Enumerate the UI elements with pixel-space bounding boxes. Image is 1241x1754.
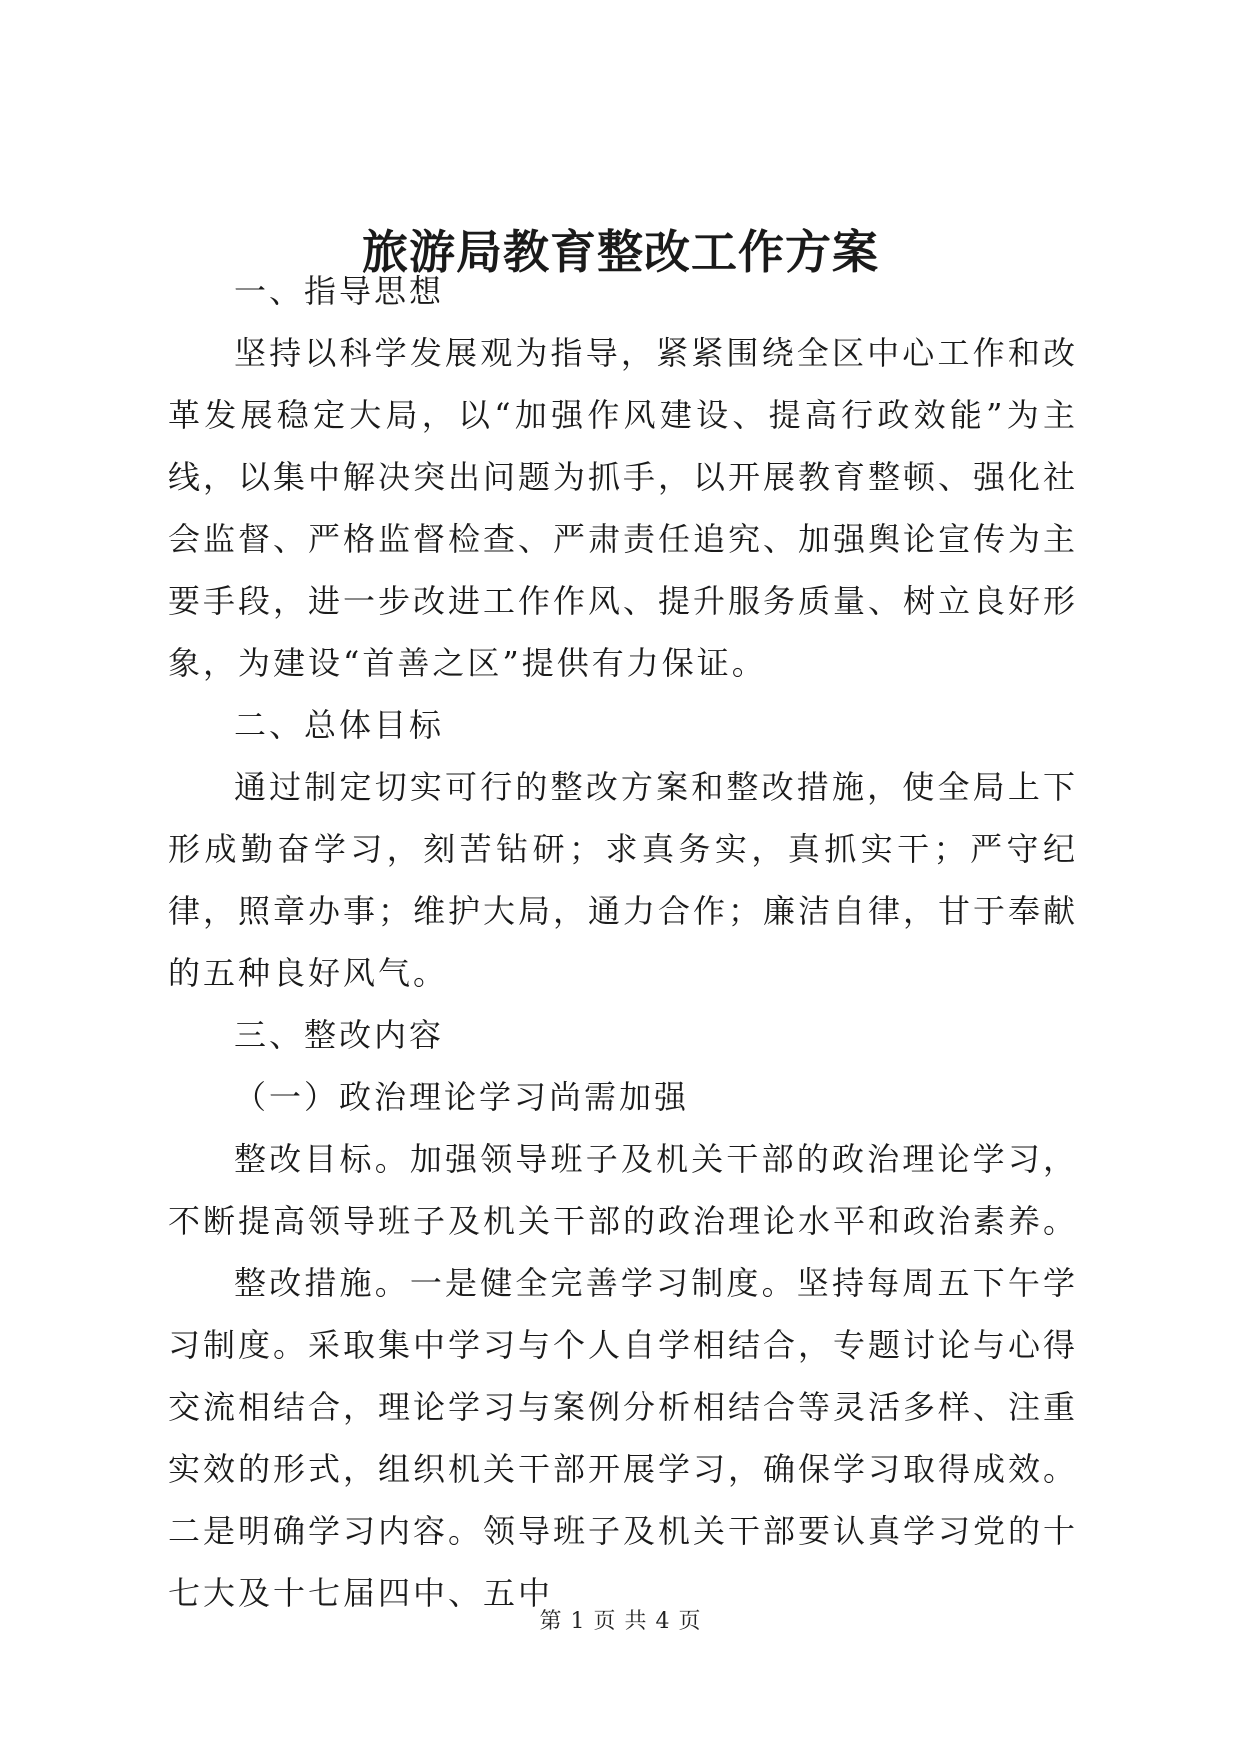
document-body (168, 260, 1078, 1624)
page-number-footer: 第 1 页 共 4 页 (539, 1609, 702, 1634)
section-heading-guiding-ideology: 一、指导思想 (234, 272, 445, 310)
subheading-political-theory-study: （一）政治理论学习尚需加强 (234, 1078, 690, 1116)
paragraph-overall-goal: 通过制定切实可行的整改方案和整改措施，使全局上下形成勤奋学习，刻苦钻研；求真务实，真抓实干；严守纪律，照章办事；维护大局，通力合作；廉洁自律，甘于奉献的五种良好风气。 (168, 768, 1079, 992)
section-heading-overall-goal: 二、总体目标 (234, 706, 445, 744)
paragraph-guiding-ideology: 坚持以科学发展观为指导，紧紧围绕全区中心工作和改革发展稳定大局，以“加强作风建设、提高行政效能”为主线，以集中解决突出问题为抓手，以开展教育整顿、强化社会监督、严格监督检查、严肃责任追究、加强舆论宣传为主要手段，进一步改进工作作风、提升服务质量、树立良好形象，为建设“首善之区”提供有力保证。 (168, 334, 1079, 682)
paragraph-rectification-measures: 整改措施。一是健全完善学习制度。坚持每周五下午学习制度。采取集中学习与个人自学相结合，专题讨论与心得交流相结合，理论学习与案例分析相结合等灵活多样、注重实效的形式，组织机关干部开展学习，确保学习取得成效。二是明确学习内容。领导班子及机关干部要认真学习党的十七大及十七届四中、五中 (168, 1264, 1079, 1612)
section-heading-rectification-content: 三、整改内容 (234, 1016, 445, 1054)
paragraph-rectification-goal: 整改目标。加强领导班子及机关干部的政治理论学习，不断提高领导班子及机关干部的政治理论水平和政治素养。 (168, 1140, 1079, 1240)
document-title: 旅游局教育整改工作方案 (362, 225, 879, 279)
